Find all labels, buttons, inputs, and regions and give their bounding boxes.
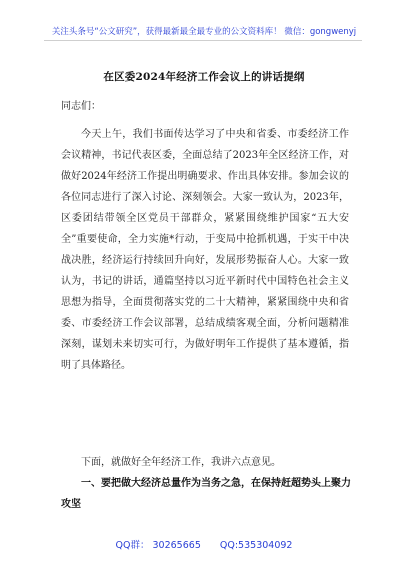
body-paragraph: 今天上午，我们书面传达学习了中央和省委、市委经济工作会议精神，书记代表区委，全面总结了2023年全区经济工作，对做好2024年经济工作提出明确要求、作出具体安排。参加会议的各位同志进行了深入讨论、深刻领会。大家一致认为，2023年，区委团结带领全区党员干部群众，紧紧围绕维护国家“五大安全”重要使命，全力实施*行动，于变局中抢抓机遇，于实干中决战决胜，经济运行持续回升向好，发展形势振奋人心。大家一致认为，书记的讲话，通篇坚持以习近平新时代中国特色社会主义思想为指导，全面贯彻落实党的二十大精神，紧紧围绕中央和省委、市委经济工作会议部署，总结成绩客观全面，分析问题精准深刻，谋划未来切实可行，为做好明年工作提供了基本遵循，指明了具体路径。	[61, 129, 349, 371]
header-promo-text: 关注头条号“公文研究”，获得最新最全最专业的公文资料库！ 微信：gongwenyj	[51, 27, 357, 37]
section-heading: 一、要把做大经济总量作为当务之急，在保持赶超势头上聚力攻坚	[61, 478, 351, 510]
document-title: 在区委2024年经济工作会议上的讲话提纲	[103, 71, 305, 83]
footer-qq-group: QQ群： 30265665	[115, 540, 201, 551]
footer-qq: QQ:535304092	[219, 540, 293, 551]
greeting: 同志们：	[61, 101, 101, 112]
footer-contact	[0, 537, 408, 551]
header-divider	[44, 40, 362, 41]
body-paragraph: 下面，就做好全年经济工作，我讲六点意见。	[81, 457, 281, 468]
